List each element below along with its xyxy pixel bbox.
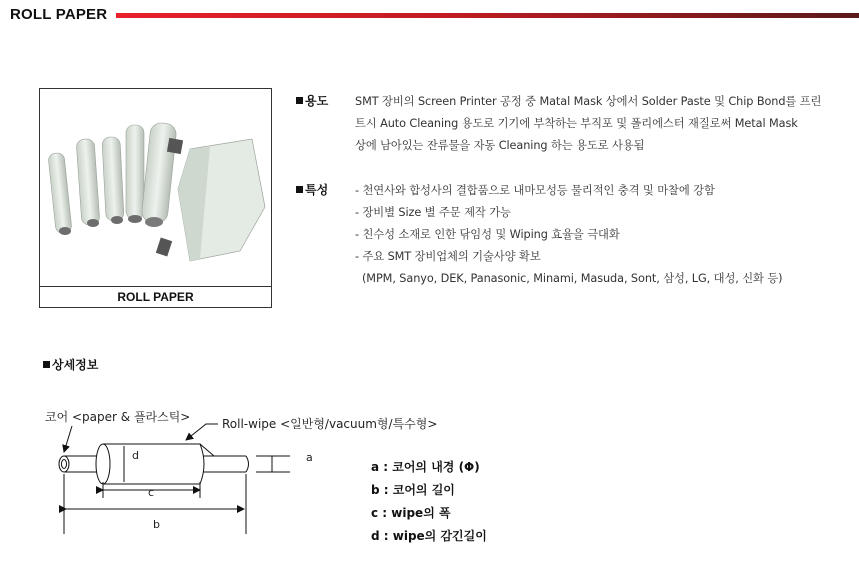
- legend-item: c : wipe의 폭: [371, 506, 451, 520]
- svg-text:d: d: [132, 449, 139, 462]
- usage-line: 상에 남아있는 잔류물을 자동 Cleaning 하는 용도로 사용됨: [355, 139, 645, 152]
- svg-text:c: c: [148, 486, 155, 499]
- core-leader-line: [64, 426, 72, 452]
- wipe-label: Roll-wipe <일반형/vacuum형/특수형>: [222, 417, 438, 431]
- dim-a: [256, 451, 313, 472]
- usage-line: 트시 Auto Cleaning 용도로 기기에 부착하는 부직포 및 폴리에스터 재질로써 Metal Mask: [355, 117, 798, 130]
- legend-item: d : wipe의 감긴길이: [371, 529, 487, 543]
- detail-section-label: 상세정보: [43, 356, 98, 373]
- core-label: 코어 <paper & 플라스틱>: [45, 410, 191, 424]
- feature-item: - 친수성 소재로 인한 닦임성 및 Wiping 효율을 극대화: [355, 228, 620, 241]
- dimension-legend: [371, 459, 487, 543]
- svg-text:b: b: [153, 518, 160, 531]
- feature-item: - 주요 SMT 장비업체의 기술사양 확보: [355, 250, 541, 263]
- feature-item: (MPM, Sanyo, DEK, Panasonic, Minami, Masuda, Sont, 삼성, LG, 대성, 신화 등): [362, 272, 783, 285]
- feature-item: - 장비별 Size 별 주문 제작 가능: [355, 206, 511, 219]
- usage-label: 용도: [296, 92, 328, 109]
- legend-item: a : 코어의 내경 (Φ): [371, 460, 480, 474]
- features-label: 특성: [296, 181, 328, 198]
- page-title: ROLL PAPER: [10, 6, 108, 23]
- legend-item: b : 코어의 길이: [371, 483, 455, 497]
- svg-text:a: a: [306, 451, 313, 464]
- feature-item: - 천연사와 합성사의 결합품으로 내마모성등 물리적인 충격 및 마찰에 강함: [355, 184, 715, 197]
- wipe-leader-line: [186, 424, 218, 440]
- usage-line: SMT 장비의 Screen Printer 공정 중 Matal Mask 상에서 Solder Paste 및 Chip Bond를 프린: [355, 95, 822, 108]
- dim-c: [103, 482, 200, 499]
- wipe-roll: [96, 444, 214, 484]
- product-photo-caption: ROLL PAPER: [40, 286, 271, 308]
